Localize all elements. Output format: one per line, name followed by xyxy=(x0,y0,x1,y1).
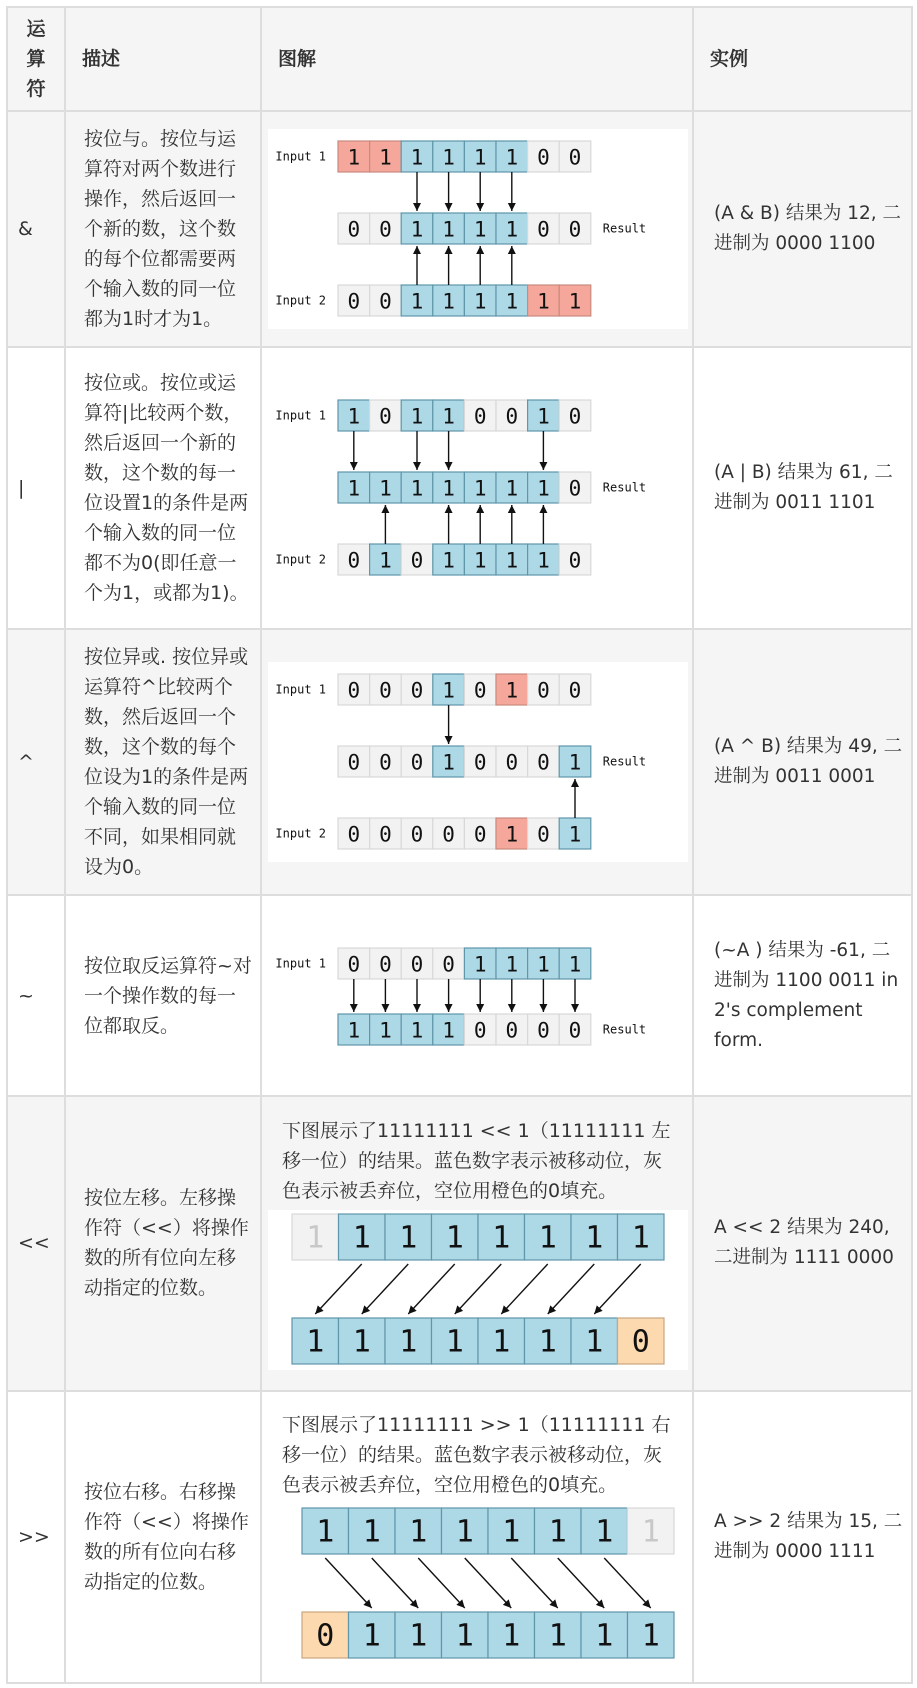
input2-row-bit-0: 0 xyxy=(347,822,361,847)
result-row-label: Result xyxy=(602,221,647,236)
result-row-bit-2: 1 xyxy=(410,476,424,501)
example-cell: (A | B) 结果为 61, 二进制为 0011 1101 xyxy=(693,347,912,630)
shift-result-row-bit-2: 1 xyxy=(399,1324,418,1360)
diagram-cell xyxy=(261,111,693,347)
input1-row-bit-5: 1 xyxy=(505,678,519,703)
input1-row-bit-3: 1 xyxy=(442,678,455,703)
result-row-bit-4: 0 xyxy=(473,1018,487,1043)
result-row-bit-1: 0 xyxy=(379,750,392,775)
input1-row-bit-3: 0 xyxy=(442,952,455,977)
shift-result-row-bit-5: 1 xyxy=(538,1324,557,1360)
row-not xyxy=(7,895,912,1096)
shift-result-row-bit-5: 1 xyxy=(548,1618,567,1654)
input2-row-bit-4: 1 xyxy=(473,289,487,314)
diagram-cell xyxy=(261,895,693,1096)
input2-row-bit-5: 1 xyxy=(505,289,519,314)
input2-row-bit-7: 1 xyxy=(568,289,582,314)
shift-input-row-bit-7: 1 xyxy=(631,1220,650,1256)
result-row-bit-5: 1 xyxy=(505,476,519,501)
shift-input-row-bit-5: 1 xyxy=(548,1514,567,1550)
operator-cell: | xyxy=(7,347,65,630)
operator-cell: & xyxy=(7,111,65,347)
operator-cell: ~ xyxy=(7,895,65,1096)
example-cell: (A ^ B) 结果为 49, 二进制为 0011 0001 xyxy=(693,629,912,895)
result-row-label: Result xyxy=(602,754,647,769)
shift-input-row-bit-0: 1 xyxy=(316,1514,335,1550)
input1-row-bit-4: 0 xyxy=(473,678,487,703)
diagram-cell xyxy=(261,1096,693,1391)
input1-row-bit-1: 0 xyxy=(379,678,392,703)
header-row xyxy=(7,7,912,111)
input1-row-label: Input 1 xyxy=(275,149,326,164)
shift-result-row-bit-3: 1 xyxy=(445,1324,464,1360)
shift-result-row xyxy=(302,1612,674,1658)
row-left-shift xyxy=(7,1096,912,1391)
description-cell: 按位或。按位或运算符|比较两个数，然后返回一个新的数，这个数的每一位设置1的条件是两个输入数的同一位都不为0(即任意一个为1，或都为1)。 xyxy=(65,347,261,630)
input1-row-bit-6: 1 xyxy=(537,404,550,429)
result-row-bit-7: 0 xyxy=(568,476,582,501)
result-row-bit-3: 1 xyxy=(442,476,455,501)
input2-row-bit-4: 1 xyxy=(473,548,487,573)
result-row-bit-5: 1 xyxy=(505,217,519,242)
input1-row-label: Input 1 xyxy=(275,956,326,971)
result-row-bit-1: 1 xyxy=(379,1018,392,1043)
bitwise-or-diagram xyxy=(268,388,688,588)
input2-row-bit-6: 1 xyxy=(537,548,550,573)
shift-result-row-bit-7: 1 xyxy=(641,1618,660,1654)
input1-row-bit-1: 0 xyxy=(379,952,392,977)
header-operator-char-1: 运 xyxy=(26,18,46,40)
input2-row-bit-0: 0 xyxy=(347,289,361,314)
description-cell: 按位右移。右移操作符（<<）将操作数的所有位向右移动指定的位数。 xyxy=(65,1391,261,1683)
input1-row-label: Input 1 xyxy=(275,408,326,423)
result-row-bit-1: 0 xyxy=(379,217,392,242)
input1-row-bit-6: 0 xyxy=(537,145,550,170)
input2-row-bit-5: 1 xyxy=(505,822,519,847)
input2-row-bit-3: 1 xyxy=(442,548,455,573)
input2-row-bit-2: 0 xyxy=(410,548,424,573)
diagram-note: 下图展示了11111111 >> 1（11111111 右移一位）的结果。蓝色数字表示被移动位，灰色表示被丢弃位，空位用橙色的0填充。 xyxy=(282,1413,671,1496)
input2-row-bit-6: 0 xyxy=(537,822,550,847)
result-row-label: Result xyxy=(602,480,647,495)
left-shift-diagram xyxy=(268,1210,688,1370)
input1-row-bit-7: 0 xyxy=(568,678,582,703)
input2-row-bit-3: 1 xyxy=(442,289,455,314)
diagram-cell xyxy=(261,629,693,895)
description-cell: 按位左移。左移操作符（<<）将操作数的所有位向左移动指定的位数。 xyxy=(65,1096,261,1391)
input1-row-bit-7: 0 xyxy=(568,145,582,170)
header-description: 描述 xyxy=(65,7,261,111)
shift-input-row-bit-5: 1 xyxy=(538,1220,557,1256)
shift-input-row-bit-2: 1 xyxy=(409,1514,428,1550)
header-example: 实例 xyxy=(693,7,912,111)
shift-input-row-bit-1: 1 xyxy=(362,1514,381,1550)
shift-input-row-bit-6: 1 xyxy=(585,1220,604,1256)
input2-row-bit-6: 1 xyxy=(537,289,550,314)
input2-row-bit-3: 0 xyxy=(442,822,455,847)
header-diagram: 图解 xyxy=(261,7,693,111)
result-row-bit-7: 0 xyxy=(568,1018,582,1043)
result-row-bit-6: 1 xyxy=(537,476,550,501)
shift-result-row-bit-1: 1 xyxy=(362,1618,381,1654)
input1-row-bit-4: 1 xyxy=(473,145,487,170)
result-row-bit-6: 0 xyxy=(537,1018,550,1043)
shift-result-row-bit-6: 1 xyxy=(585,1324,604,1360)
shift-result-row-bit-0: 1 xyxy=(306,1324,325,1360)
operators-table xyxy=(6,6,913,1684)
result-row-bit-4: 1 xyxy=(473,217,487,242)
result-row-bit-2: 1 xyxy=(410,1018,424,1043)
shift-result-row-bit-3: 1 xyxy=(455,1618,474,1654)
header-operator-char-3: 符 xyxy=(26,78,46,100)
input1-row-label: Input 1 xyxy=(275,682,326,697)
result-row-bit-3: 1 xyxy=(442,1018,455,1043)
input2-row-bit-7: 1 xyxy=(568,822,582,847)
result-row-bit-7: 0 xyxy=(568,217,582,242)
example-cell: A >> 2 结果为 15, 二进制为 0000 1111 xyxy=(693,1391,912,1683)
result-row-label: Result xyxy=(602,1022,647,1037)
result-row-bit-4: 0 xyxy=(473,750,487,775)
result-row-bit-1: 1 xyxy=(379,476,392,501)
input2-row-label: Input 2 xyxy=(275,826,326,841)
input1-row-bit-6: 0 xyxy=(537,678,550,703)
result-row-bit-0: 1 xyxy=(347,476,361,501)
diagram-cell xyxy=(261,347,693,630)
right-shift-diagram xyxy=(268,1504,688,1664)
input1-row-bit-2: 0 xyxy=(410,952,424,977)
result-row-bit-5: 0 xyxy=(505,1018,519,1043)
result-row-bit-4: 1 xyxy=(473,476,487,501)
header-operator xyxy=(7,7,65,111)
shift-input-row xyxy=(292,1214,664,1260)
result-row-bit-0: 1 xyxy=(347,1018,361,1043)
input2-row-bit-7: 0 xyxy=(568,548,582,573)
input1-row-bit-0: 0 xyxy=(347,952,361,977)
shift-input-row-bit-6: 1 xyxy=(595,1514,614,1550)
input1-row-bit-5: 1 xyxy=(505,145,519,170)
input2-row-bit-1: 0 xyxy=(379,822,392,847)
bitwise-and-diagram xyxy=(268,129,688,329)
input1-row-bit-6: 1 xyxy=(537,952,550,977)
description-cell: 按位与。按位与运算符对两个数进行操作，然后返回一个新的数，这个数的每个位都需要两个输入数的同一位都为1时才为1。 xyxy=(65,111,261,347)
shift-result-row xyxy=(292,1318,664,1364)
shift-input-row-bit-7: 1 xyxy=(641,1514,660,1550)
input2-row-bit-4: 0 xyxy=(473,822,487,847)
shift-input-row-bit-3: 1 xyxy=(455,1514,474,1550)
input1-row-bit-7: 1 xyxy=(568,952,582,977)
input1-row-bit-0: 0 xyxy=(347,678,361,703)
shift-input-row-bit-2: 1 xyxy=(399,1220,418,1256)
input1-row-bit-4: 1 xyxy=(473,952,487,977)
example-cell: (A & B) 结果为 12, 二进制为 0000 1100 xyxy=(693,111,912,347)
header-operator-char-2: 算 xyxy=(26,48,46,70)
example-cell: A << 2 结果为 240, 二进制为 1111 0000 xyxy=(693,1096,912,1391)
shift-result-row-bit-0: 0 xyxy=(316,1618,335,1654)
result-row-bit-0: 0 xyxy=(347,750,361,775)
shift-input-row xyxy=(302,1508,674,1554)
input1-row-bit-7: 0 xyxy=(568,404,582,429)
description-cell: 按位取反运算符~对一个操作数的每一位都取反。 xyxy=(65,895,261,1096)
shift-result-row-bit-6: 1 xyxy=(595,1618,614,1654)
shift-input-row-bit-1: 1 xyxy=(352,1220,371,1256)
row-and xyxy=(7,111,912,347)
result-row-bit-2: 1 xyxy=(410,217,424,242)
input1-row-bit-1: 0 xyxy=(379,404,392,429)
input2-row-bit-1: 1 xyxy=(379,548,392,573)
operator-cell: >> xyxy=(7,1391,65,1683)
result-row-bit-7: 1 xyxy=(568,750,582,775)
result-row-bit-5: 0 xyxy=(505,750,519,775)
input1-row-bit-2: 1 xyxy=(410,145,424,170)
operator-cell: ^ xyxy=(7,629,65,895)
result-row-bit-2: 0 xyxy=(410,750,424,775)
row-xor xyxy=(7,629,912,895)
input2-row-bit-2: 1 xyxy=(410,289,424,314)
bitwise-not-diagram xyxy=(268,936,688,1056)
result-row-bit-6: 0 xyxy=(537,750,550,775)
result-row-bit-6: 0 xyxy=(537,217,550,242)
result-row-bit-3: 1 xyxy=(442,217,455,242)
shift-result-row-bit-7: 0 xyxy=(631,1324,650,1360)
input1-row-bit-1: 1 xyxy=(379,145,392,170)
shift-result-row-bit-2: 1 xyxy=(409,1618,428,1654)
input2-row-label: Input 2 xyxy=(275,552,326,567)
shift-result-row-bit-4: 1 xyxy=(502,1618,521,1654)
input1-row-bit-3: 1 xyxy=(442,145,455,170)
description-cell: 按位异或. 按位异或运算符^比较两个数，然后返回一个数，这个数的每个位设为1的条件是两个输入数的同一位不同，如果相同就设为0。 xyxy=(65,629,261,895)
bitwise-xor-diagram xyxy=(268,662,688,862)
input2-row-bit-1: 0 xyxy=(379,289,392,314)
input1-row-bit-0: 1 xyxy=(347,404,361,429)
shift-input-row-bit-4: 1 xyxy=(492,1220,511,1256)
diagram-cell xyxy=(261,1391,693,1683)
result-row-bit-0: 0 xyxy=(347,217,361,242)
input1-row-bit-0: 1 xyxy=(347,145,361,170)
row-or xyxy=(7,347,912,630)
shift-result-row-bit-4: 1 xyxy=(492,1324,511,1360)
input1-row-bit-3: 1 xyxy=(442,404,455,429)
input2-row-label: Input 2 xyxy=(275,293,326,308)
shift-input-row-bit-0: 1 xyxy=(306,1220,325,1256)
row-right-shift xyxy=(7,1391,912,1683)
input1-row-bit-2: 0 xyxy=(410,678,424,703)
shift-result-row-bit-1: 1 xyxy=(352,1324,371,1360)
input2-row-bit-2: 0 xyxy=(410,822,424,847)
input1-row-bit-2: 1 xyxy=(410,404,424,429)
result-row-bit-3: 1 xyxy=(442,750,455,775)
shift-input-row-bit-3: 1 xyxy=(445,1220,464,1256)
operator-cell: << xyxy=(7,1096,65,1391)
diagram-note: 下图展示了11111111 << 1（11111111 左移一位）的结果。蓝色数字表示被移动位，灰色表示被丢弃位，空位用橙色的0填充。 xyxy=(282,1120,671,1203)
input1-row-bit-5: 1 xyxy=(505,952,519,977)
input2-row-bit-5: 1 xyxy=(505,548,519,573)
input2-row-bit-0: 0 xyxy=(347,548,361,573)
input1-row-bit-4: 0 xyxy=(473,404,487,429)
example-cell: (~A ) 结果为 -61, 二进制为 1100 0011 in 2's complement form. xyxy=(693,895,912,1096)
shift-input-row-bit-4: 1 xyxy=(502,1514,521,1550)
input1-row-bit-5: 0 xyxy=(505,404,519,429)
